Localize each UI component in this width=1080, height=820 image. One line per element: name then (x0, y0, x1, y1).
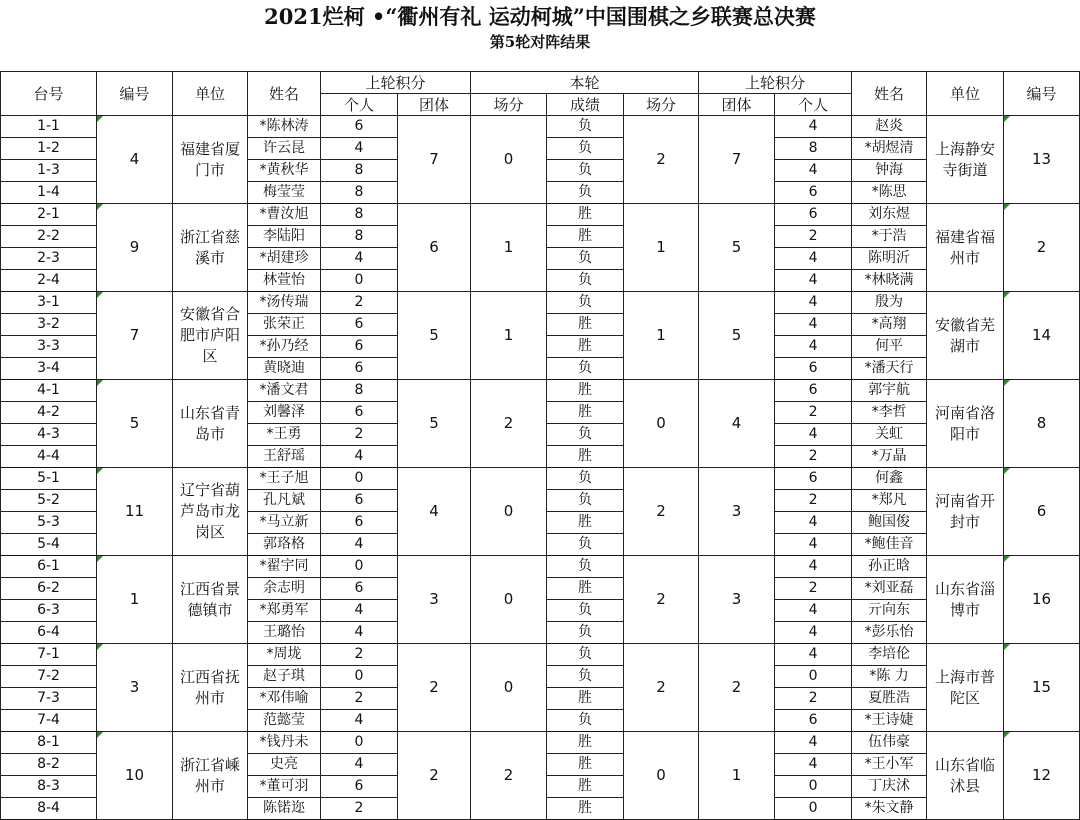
right-player-name: 李培伦 (852, 644, 927, 666)
left-player-points: 2 (321, 424, 398, 446)
left-player-name: *潘文君 (248, 380, 321, 402)
right-team-unit: 河南省洛阳市 (927, 380, 1004, 468)
right-match-points: 2 (624, 116, 699, 204)
left-match-points: 2 (471, 380, 547, 468)
left-team-points: 4 (398, 468, 471, 556)
right-player-points: 2 (775, 402, 852, 424)
right-player-name: 赵炎 (852, 116, 927, 138)
right-match-points: 0 (624, 732, 699, 820)
left-player-name: 史亮 (248, 754, 321, 776)
left-player-name: 赵子琪 (248, 666, 321, 688)
left-player-points: 0 (321, 468, 398, 490)
left-match-points: 1 (471, 204, 547, 292)
right-team-code: 15 (1004, 644, 1080, 732)
right-player-name: *万晶 (852, 446, 927, 468)
left-player-points: 8 (321, 204, 398, 226)
left-player-name: 郭珞格 (248, 534, 321, 556)
right-player-name: *高翔 (852, 314, 927, 336)
right-player-name: *胡煜清 (852, 138, 927, 160)
right-team-points: 2 (699, 644, 775, 732)
left-team-points: 5 (398, 380, 471, 468)
right-player-name: *陈 力 (852, 666, 927, 688)
right-player-name: 刘东煜 (852, 204, 927, 226)
left-player-points: 4 (321, 754, 398, 776)
left-team-code: 11 (97, 468, 173, 556)
board-result: 负 (547, 622, 624, 644)
header-left-unit: 单位 (173, 72, 248, 116)
right-team-code: 8 (1004, 380, 1080, 468)
left-player-name: 林萱怡 (248, 270, 321, 292)
left-team-code: 7 (97, 292, 173, 380)
right-team-points: 5 (699, 204, 775, 292)
right-player-name: 孙正晗 (852, 556, 927, 578)
right-player-points: 6 (775, 358, 852, 380)
board-number: 6-2 (1, 578, 97, 600)
right-team-code: 6 (1004, 468, 1080, 556)
right-player-name: *陈思 (852, 182, 927, 204)
header-right-team: 团体 (699, 94, 775, 116)
left-match-points: 0 (471, 116, 547, 204)
right-player-points: 6 (775, 204, 852, 226)
left-team-unit: 辽宁省葫芦岛市龙岗区 (173, 468, 248, 556)
left-player-name: 王舒瑶 (248, 446, 321, 468)
left-player-name: 刘馨泽 (248, 402, 321, 424)
left-player-name: *马立新 (248, 512, 321, 534)
right-player-name: 伍伟豪 (852, 732, 927, 754)
left-player-points: 4 (321, 446, 398, 468)
header-table-no: 台号 (1, 72, 97, 116)
left-team-unit: 安徽省合肥市庐阳区 (173, 292, 248, 380)
left-player-name: *郑勇军 (248, 600, 321, 622)
left-match-points: 0 (471, 644, 547, 732)
left-player-name: 王璐怡 (248, 622, 321, 644)
table-row (1, 116, 1080, 138)
board-number: 3-4 (1, 358, 97, 380)
left-team-points: 5 (398, 292, 471, 380)
left-team-points: 7 (398, 116, 471, 204)
left-player-name: *周垅 (248, 644, 321, 666)
left-player-points: 0 (321, 270, 398, 292)
table-row (1, 292, 1080, 314)
board-number: 8-4 (1, 798, 97, 820)
board-result: 胜 (547, 798, 624, 820)
right-match-points: 2 (624, 556, 699, 644)
left-player-name: *王勇 (248, 424, 321, 446)
right-player-points: 6 (775, 380, 852, 402)
left-team-unit: 浙江省慈溪市 (173, 204, 248, 292)
left-player-points: 4 (321, 622, 398, 644)
header-left-match-points: 场分 (471, 94, 547, 116)
right-player-name: *王小军 (852, 754, 927, 776)
board-number: 7-2 (1, 666, 97, 688)
board-result: 负 (547, 138, 624, 160)
table-row (1, 644, 1080, 666)
right-player-name: *王诗婕 (852, 710, 927, 732)
right-player-points: 4 (775, 270, 852, 292)
header-right-prev-score: 上轮积分 (699, 72, 852, 94)
left-player-points: 2 (321, 292, 398, 314)
table-row (1, 732, 1080, 754)
left-team-points: 2 (398, 732, 471, 820)
board-result: 胜 (547, 512, 624, 534)
right-team-points: 3 (699, 556, 775, 644)
right-player-points: 0 (775, 798, 852, 820)
board-number: 3-1 (1, 292, 97, 314)
left-player-points: 2 (321, 644, 398, 666)
board-result: 负 (547, 292, 624, 314)
left-team-unit: 山东省青岛市 (173, 380, 248, 468)
board-result: 胜 (547, 688, 624, 710)
right-player-points: 4 (775, 600, 852, 622)
right-team-unit: 安徽省芜湖市 (927, 292, 1004, 380)
left-team-unit: 福建省厦门市 (173, 116, 248, 204)
board-result: 胜 (547, 314, 624, 336)
board-number: 4-4 (1, 446, 97, 468)
board-result: 胜 (547, 446, 624, 468)
right-player-name: *彭乐怡 (852, 622, 927, 644)
left-player-points: 8 (321, 226, 398, 248)
right-team-code: 12 (1004, 732, 1080, 820)
board-number: 2-2 (1, 226, 97, 248)
board-result: 胜 (547, 226, 624, 248)
board-number: 5-2 (1, 490, 97, 512)
right-player-name: *朱文静 (852, 798, 927, 820)
right-player-points: 4 (775, 644, 852, 666)
right-player-points: 4 (775, 556, 852, 578)
right-match-points: 0 (624, 380, 699, 468)
left-team-unit: 江西省景德镇市 (173, 556, 248, 644)
right-team-points: 1 (699, 732, 775, 820)
header-right-code: 编号 (1004, 72, 1080, 116)
right-player-name: 殷为 (852, 292, 927, 314)
board-number: 1-3 (1, 160, 97, 182)
right-player-name: 鲍国俊 (852, 512, 927, 534)
left-player-name: *黄秋华 (248, 160, 321, 182)
board-result: 负 (547, 710, 624, 732)
board-result: 负 (547, 600, 624, 622)
right-team-unit: 山东省淄博市 (927, 556, 1004, 644)
table-row (1, 380, 1080, 402)
board-number: 5-3 (1, 512, 97, 534)
table-row (1, 204, 1080, 226)
header-left-prev-score: 上轮积分 (321, 72, 471, 94)
right-player-name: *刘亚磊 (852, 578, 927, 600)
board-number: 5-1 (1, 468, 97, 490)
left-player-name: *孙乃经 (248, 336, 321, 358)
right-player-points: 4 (775, 314, 852, 336)
left-player-points: 0 (321, 556, 398, 578)
left-player-name: *钱丹未 (248, 732, 321, 754)
left-player-name: 梅莹莹 (248, 182, 321, 204)
left-team-code: 1 (97, 556, 173, 644)
right-player-points: 4 (775, 622, 852, 644)
right-team-code: 14 (1004, 292, 1080, 380)
right-match-points: 2 (624, 468, 699, 556)
left-player-points: 4 (321, 248, 398, 270)
header-right-match-points: 场分 (624, 94, 699, 116)
board-result: 负 (547, 424, 624, 446)
right-player-points: 4 (775, 248, 852, 270)
right-player-points: 4 (775, 512, 852, 534)
right-player-name: 夏胜浩 (852, 688, 927, 710)
board-number: 1-1 (1, 116, 97, 138)
right-player-points: 6 (775, 710, 852, 732)
header-left-code: 编号 (97, 72, 173, 116)
left-player-points: 6 (321, 776, 398, 798)
right-team-unit: 上海静安寺街道 (927, 116, 1004, 204)
left-player-name: 余志明 (248, 578, 321, 600)
right-player-points: 2 (775, 446, 852, 468)
right-player-name: *李哲 (852, 402, 927, 424)
board-number: 4-1 (1, 380, 97, 402)
right-player-points: 4 (775, 424, 852, 446)
header-right-name: 姓名 (852, 72, 927, 116)
left-team-code: 3 (97, 644, 173, 732)
left-player-points: 8 (321, 160, 398, 182)
left-player-points: 6 (321, 402, 398, 424)
board-result: 负 (547, 534, 624, 556)
header-left-individual: 个人 (321, 94, 398, 116)
board-result: 胜 (547, 578, 624, 600)
table-body (1, 116, 1080, 820)
left-player-points: 6 (321, 116, 398, 138)
right-team-unit: 河南省开封市 (927, 468, 1004, 556)
board-result: 负 (547, 182, 624, 204)
board-result: 负 (547, 116, 624, 138)
board-number: 6-3 (1, 600, 97, 622)
right-team-unit: 上海市普陀区 (927, 644, 1004, 732)
left-player-points: 6 (321, 578, 398, 600)
left-player-name: 许云昆 (248, 138, 321, 160)
left-match-points: 2 (471, 732, 547, 820)
board-number: 5-4 (1, 534, 97, 556)
board-number: 7-1 (1, 644, 97, 666)
left-player-points: 6 (321, 314, 398, 336)
board-number: 2-3 (1, 248, 97, 270)
left-player-points: 6 (321, 490, 398, 512)
right-player-points: 8 (775, 138, 852, 160)
left-player-name: *曹汝旭 (248, 204, 321, 226)
right-team-points: 7 (699, 116, 775, 204)
left-team-unit: 江西省抚州市 (173, 644, 248, 732)
right-player-name: *于浩 (852, 226, 927, 248)
left-player-points: 6 (321, 358, 398, 380)
left-player-name: *胡建珍 (248, 248, 321, 270)
page-title: 2021烂柯 •“衢州有礼 运动柯城”中国围棋之乡联赛总决赛 (264, 4, 816, 29)
left-player-name: *陈林涛 (248, 116, 321, 138)
left-player-name: 黄晓迪 (248, 358, 321, 380)
left-player-points: 4 (321, 138, 398, 160)
board-result: 胜 (547, 336, 624, 358)
left-player-name: 张荣正 (248, 314, 321, 336)
right-player-points: 6 (775, 468, 852, 490)
header-right-unit: 单位 (927, 72, 1004, 116)
board-number: 6-1 (1, 556, 97, 578)
left-player-name: 孔凡斌 (248, 490, 321, 512)
left-player-name: 范懿莹 (248, 710, 321, 732)
right-player-name: *鲍佳音 (852, 534, 927, 556)
right-player-name: *林晓满 (852, 270, 927, 292)
board-number: 7-3 (1, 688, 97, 710)
left-player-name: *翟宇同 (248, 556, 321, 578)
board-number: 2-4 (1, 270, 97, 292)
board-number: 4-2 (1, 402, 97, 424)
board-number: 3-3 (1, 336, 97, 358)
right-match-points: 2 (624, 644, 699, 732)
header-result: 成绩 (547, 94, 624, 116)
left-match-points: 0 (471, 468, 547, 556)
board-result: 负 (547, 556, 624, 578)
right-team-unit: 山东省临沭县 (927, 732, 1004, 820)
right-player-points: 4 (775, 732, 852, 754)
left-team-code: 9 (97, 204, 173, 292)
left-match-points: 1 (471, 292, 547, 380)
right-player-name: 郭宇航 (852, 380, 927, 402)
right-player-name: 钟海 (852, 160, 927, 182)
right-player-points: 2 (775, 226, 852, 248)
header-left-team: 团体 (398, 94, 471, 116)
left-player-name: *邓伟喻 (248, 688, 321, 710)
left-player-name: *董可羽 (248, 776, 321, 798)
left-player-points: 4 (321, 600, 398, 622)
board-result: 负 (547, 160, 624, 182)
left-team-points: 6 (398, 204, 471, 292)
right-player-name: 何鑫 (852, 468, 927, 490)
right-player-points: 2 (775, 578, 852, 600)
right-team-points: 5 (699, 292, 775, 380)
board-result: 胜 (547, 732, 624, 754)
right-player-name: 陈明沂 (852, 248, 927, 270)
right-team-unit: 福建省福州市 (927, 204, 1004, 292)
header-left-name: 姓名 (248, 72, 321, 116)
board-number: 3-2 (1, 314, 97, 336)
right-player-points: 0 (775, 776, 852, 798)
board-number: 1-2 (1, 138, 97, 160)
board-number: 2-1 (1, 204, 97, 226)
right-player-points: 0 (775, 666, 852, 688)
left-player-points: 8 (321, 182, 398, 204)
right-player-points: 2 (775, 688, 852, 710)
right-match-points: 1 (624, 292, 699, 380)
left-player-points: 2 (321, 798, 398, 820)
left-team-code: 5 (97, 380, 173, 468)
table-header (1, 72, 1080, 116)
board-result: 负 (547, 248, 624, 270)
board-result: 负 (547, 358, 624, 380)
board-number: 7-4 (1, 710, 97, 732)
right-player-points: 6 (775, 182, 852, 204)
right-player-name: 丁庆沭 (852, 776, 927, 798)
left-player-name: 李陆阳 (248, 226, 321, 248)
left-match-points: 0 (471, 556, 547, 644)
board-result: 胜 (547, 204, 624, 226)
board-number: 1-4 (1, 182, 97, 204)
left-player-points: 4 (321, 534, 398, 556)
right-player-name: *郑凡 (852, 490, 927, 512)
right-team-code: 16 (1004, 556, 1080, 644)
left-team-unit: 浙江省嵊州市 (173, 732, 248, 820)
right-player-name: 何平 (852, 336, 927, 358)
table-row (1, 468, 1080, 490)
board-number: 4-3 (1, 424, 97, 446)
board-number: 6-4 (1, 622, 97, 644)
header-this-round: 本轮 (471, 72, 699, 94)
board-result: 负 (547, 644, 624, 666)
left-player-points: 6 (321, 336, 398, 358)
left-player-name: *王子旭 (248, 468, 321, 490)
left-team-points: 3 (398, 556, 471, 644)
left-player-points: 0 (321, 666, 398, 688)
header-right-individual: 个人 (775, 94, 852, 116)
left-player-points: 4 (321, 710, 398, 732)
left-player-points: 6 (321, 512, 398, 534)
page-subtitle: 第5轮对阵结果 (489, 33, 591, 51)
left-team-code: 4 (97, 116, 173, 204)
board-result: 负 (547, 468, 624, 490)
board-number: 8-3 (1, 776, 97, 798)
board-result: 胜 (547, 754, 624, 776)
right-player-name: *潘天行 (852, 358, 927, 380)
right-player-points: 4 (775, 292, 852, 314)
right-player-points: 2 (775, 490, 852, 512)
left-player-name: *汤传瑞 (248, 292, 321, 314)
right-player-points: 4 (775, 754, 852, 776)
right-player-points: 4 (775, 160, 852, 182)
right-player-name: 关虹 (852, 424, 927, 446)
board-result: 负 (547, 490, 624, 512)
left-player-points: 2 (321, 688, 398, 710)
right-player-points: 4 (775, 534, 852, 556)
board-result: 负 (547, 666, 624, 688)
right-match-points: 1 (624, 204, 699, 292)
results-table (0, 71, 1080, 820)
right-player-points: 4 (775, 116, 852, 138)
board-number: 8-2 (1, 754, 97, 776)
left-team-points: 2 (398, 644, 471, 732)
left-player-name: 陈锘迩 (248, 798, 321, 820)
board-result: 负 (547, 270, 624, 292)
right-team-points: 3 (699, 468, 775, 556)
board-result: 胜 (547, 402, 624, 424)
table-row (1, 556, 1080, 578)
right-team-code: 13 (1004, 116, 1080, 204)
board-result: 胜 (547, 776, 624, 798)
left-player-points: 8 (321, 380, 398, 402)
right-player-name: 亓向东 (852, 600, 927, 622)
left-player-points: 0 (321, 732, 398, 754)
right-player-points: 4 (775, 336, 852, 358)
left-team-code: 10 (97, 732, 173, 820)
board-number: 8-1 (1, 732, 97, 754)
right-team-code: 2 (1004, 204, 1080, 292)
board-result: 胜 (547, 380, 624, 402)
right-team-points: 4 (699, 380, 775, 468)
